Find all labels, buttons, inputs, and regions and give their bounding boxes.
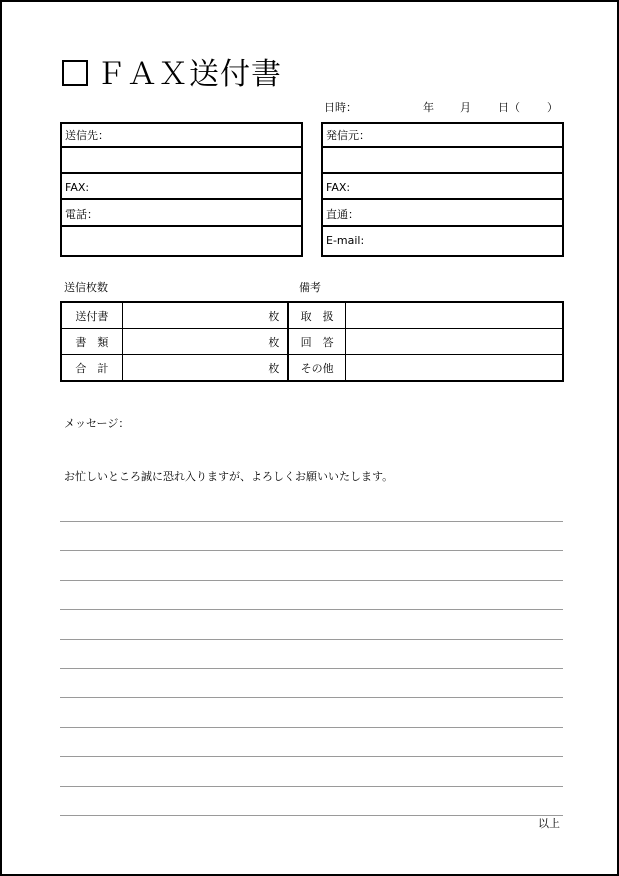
message-line	[60, 550, 563, 551]
pages-row-unit[interactable]: 枚	[122, 329, 288, 355]
closing-text: 以上	[538, 817, 560, 830]
checkbox-square[interactable]	[62, 60, 88, 86]
pages-row-unit[interactable]: 枚	[122, 355, 288, 382]
message-line	[60, 639, 563, 640]
message-line	[60, 815, 563, 816]
message-line	[60, 609, 563, 610]
recipient-fax-field[interactable]	[62, 176, 301, 200]
month-label: 月	[460, 101, 471, 114]
sender-blank-field[interactable]	[323, 150, 562, 174]
message-line	[60, 727, 563, 728]
pages-row-label: 合 計	[61, 355, 122, 382]
weekday-close: ）	[547, 101, 558, 114]
recipient-name-field[interactable]	[62, 124, 301, 148]
pages-row-unit[interactable]: 枚	[122, 302, 288, 329]
pages-remarks-table	[60, 301, 564, 382]
message-line	[60, 521, 563, 522]
sender-direct-field[interactable]	[323, 203, 562, 227]
message-line	[60, 697, 563, 698]
sender-name-field[interactable]	[323, 124, 562, 148]
message-line	[60, 786, 563, 787]
year-label: 年	[423, 101, 434, 114]
title-text: ＦＡＸ送付書	[96, 57, 282, 92]
remarks-row-label: 回 答	[288, 329, 345, 355]
message-line	[60, 580, 563, 581]
day-label: 日（	[498, 101, 520, 114]
remarks-row-value[interactable]	[345, 355, 563, 382]
sender-email-field[interactable]	[323, 229, 562, 253]
recipient-block	[60, 122, 303, 257]
sender-label: 発信元：	[326, 129, 370, 142]
page-count-heading: 送信枚数	[64, 281, 108, 294]
sender-fax-field[interactable]	[323, 176, 562, 200]
pages-row-label: 送付書	[61, 302, 122, 329]
recipient-fax-label: FAX:	[65, 181, 90, 194]
table-row	[61, 302, 563, 329]
message-label: メッセージ：	[64, 417, 130, 430]
recipient-tel-label: 電話：	[65, 208, 98, 221]
remarks-row-label: その他	[288, 355, 345, 382]
date-label: 日時：	[324, 101, 357, 114]
recipient-blank-field[interactable]	[62, 150, 301, 174]
recipient-tel-field[interactable]	[62, 203, 301, 227]
remarks-heading: 備考	[299, 281, 321, 294]
message-line	[60, 756, 563, 757]
recipient-label: 送信先：	[65, 129, 109, 142]
remarks-row-value[interactable]	[345, 329, 563, 355]
table-row	[61, 355, 563, 382]
sender-email-label: E-mail:	[326, 234, 365, 247]
sender-direct-label: 直通：	[326, 208, 359, 221]
recipient-extra-field[interactable]	[62, 229, 301, 253]
message-line	[60, 668, 563, 669]
table-row	[61, 329, 563, 355]
document-title	[62, 56, 282, 94]
remarks-row-label: 取 扱	[288, 302, 345, 329]
remarks-row-value[interactable]	[345, 302, 563, 329]
pages-row-label: 書 類	[61, 329, 122, 355]
sender-fax-label: FAX:	[326, 181, 351, 194]
sender-block	[321, 122, 564, 257]
message-text: お忙しいところ誠に恐れ入りますが、よろしくお願いいたします。	[64, 470, 394, 483]
